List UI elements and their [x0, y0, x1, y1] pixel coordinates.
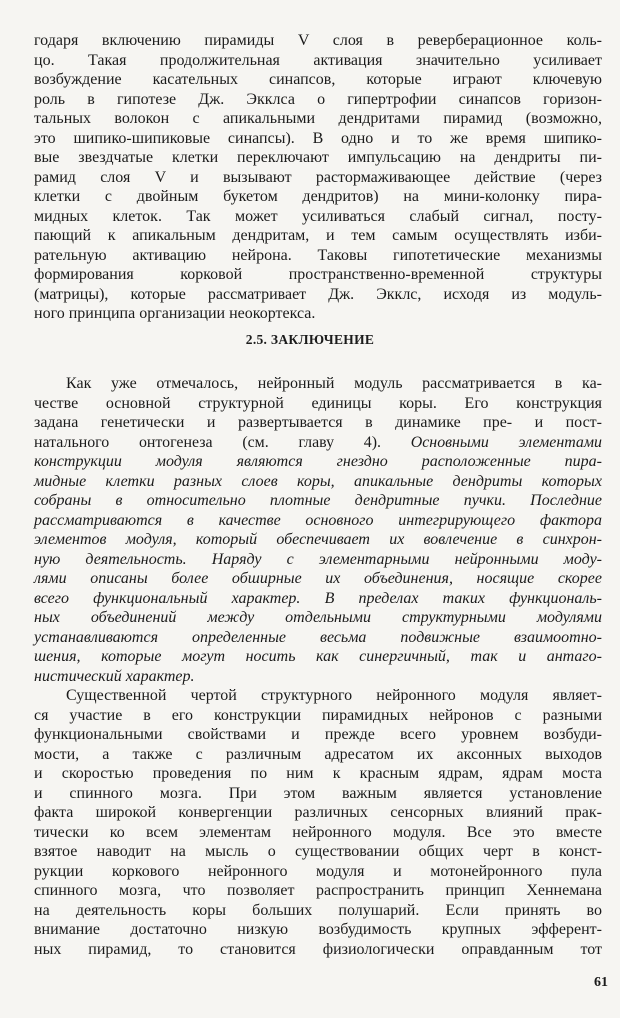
text-line: формирования корковой пространственно-временной структуры [34, 266, 602, 283]
page-number: 61 [594, 975, 608, 990]
text-line: ного принципа организации неокортекса. [34, 305, 316, 322]
text-line: рательную активацию нейрона. Таковы гипотетические механизмы [34, 246, 602, 264]
text-line: (матрицы), которые рассматривает Дж. Экклс, исходя из модуль- [34, 285, 602, 303]
paragraph-3 [34, 686, 602, 959]
text-line: взятое наводит на мысль о существовании общих черт в конст- [34, 843, 602, 860]
text-line: функциональными свойствами и прежде всего уровнем возбуди- [34, 726, 602, 743]
text-line: шения, которые могут носить как синергичный, так и антаго- [34, 648, 602, 665]
text-line [34, 433, 602, 453]
text-line: лями описаны более обширные их объединения, носящие скорее [34, 570, 602, 587]
text-line: честве основной структурной единицы коры. Его конструкция [34, 394, 602, 412]
text-line: возбуждение касательных синапсов, которые играют ключевую [34, 71, 602, 88]
text-line: Существенной чертой структурного нейронного модуля являет- [66, 687, 602, 704]
text-line: факта широкой конвергенции различных сенсорных влияний прак- [34, 804, 602, 821]
text-line: годаря включению пирамиды V слоя в реверберационное коль- [34, 32, 602, 49]
text-line: на деятельность коры больших полушарий. Если принять во [34, 901, 602, 919]
text-line: пающий к апикальным дендритам, и тем самым осуществлять изби- [34, 227, 602, 244]
text-line: нистический характер. [34, 667, 195, 685]
text-line: спинного мозга, что позволяет распространить принцип Хеннемана [34, 882, 602, 899]
text-line: это шипико-шипиковые синапсы). В одно и то же время шипико- [34, 129, 602, 147]
text-line: цо. Такая продолжительная активация значительно усиливает [34, 51, 602, 69]
text-line: ную деятельность. Наряду с элементарными нейронными моду- [34, 550, 602, 568]
section-heading: 2.5. ЗАКЛЮЧЕНИЕ [245, 332, 375, 347]
text-line: тически ко всем элементам нейронного модуля. Все это вместе [34, 823, 602, 841]
text-line: всего функциональный характер. В пределах таких функциональ- [34, 589, 602, 607]
text-line: внимание достаточно низкую возбудимость крупных эфферент- [34, 921, 602, 938]
text-line: мидных клеток. Так может усиливаться слабый сигнал, посту- [34, 207, 602, 225]
text-line: Как уже отмечалось, нейронный модуль рассматривается в ка- [66, 375, 602, 392]
text-line: вые звездчатые клетки переключают импульсацию на дендриты пи- [34, 149, 602, 166]
paragraph-1 [34, 31, 602, 324]
paragraph-2 [34, 374, 602, 686]
text-line: мидные клетки разных слоев коры, апикальные дендриты которых [34, 472, 602, 490]
text-line: ных пирамид, то становится физиологически оправданным тот [34, 940, 602, 958]
text-line: тальных волокон с апикальными дендритами пирамид (возможно, [34, 110, 602, 127]
text-line: роль в гипотезе Дж. Экклса о гипертрофии синапсов горизон- [34, 90, 602, 108]
text-line: задана генетически и развертывается в динамике пре- и пост- [34, 414, 602, 431]
text-line: собраны в относительно плотные дендритные пучки. Последние [34, 492, 602, 509]
text-line: ных объединений между отдельными структурными модулями [34, 609, 602, 626]
text-line: рукции коркового нейронного модуля и мотонейронного пула [34, 862, 602, 880]
text-line: рамид слоя V и вызывают растормаживающее действие (через [34, 168, 602, 186]
text-line: устанавливаются определенные весьма подвижные взаимоотно- [34, 628, 602, 646]
text-line: рассматриваются в качестве основного интегрирующего фактора [34, 511, 602, 529]
italic-span: Основными элементами [410, 433, 602, 451]
text-span: натального онтогенеза (см. главу 4). [34, 433, 382, 451]
text-line: и скоростью проведения по ним к красным ядрам, ядрам моста [34, 765, 602, 782]
text-line: клетки с двойным букетом дендритов) на мини-колонку пира- [34, 188, 602, 205]
text-line: ся участие в его конструкции пирамидных нейронов с разными [34, 706, 602, 724]
text-line: элементов модуля, который обеспечивает их вовлечение в синхрон- [34, 531, 602, 548]
text-line: мости, а также с различным адресатом их аксонных выходов [34, 745, 602, 763]
text-line: и спинного мозга. При этом важным является установление [34, 784, 602, 802]
text-line: конструкции модуля являются гнездно расположенные пира- [34, 453, 602, 470]
